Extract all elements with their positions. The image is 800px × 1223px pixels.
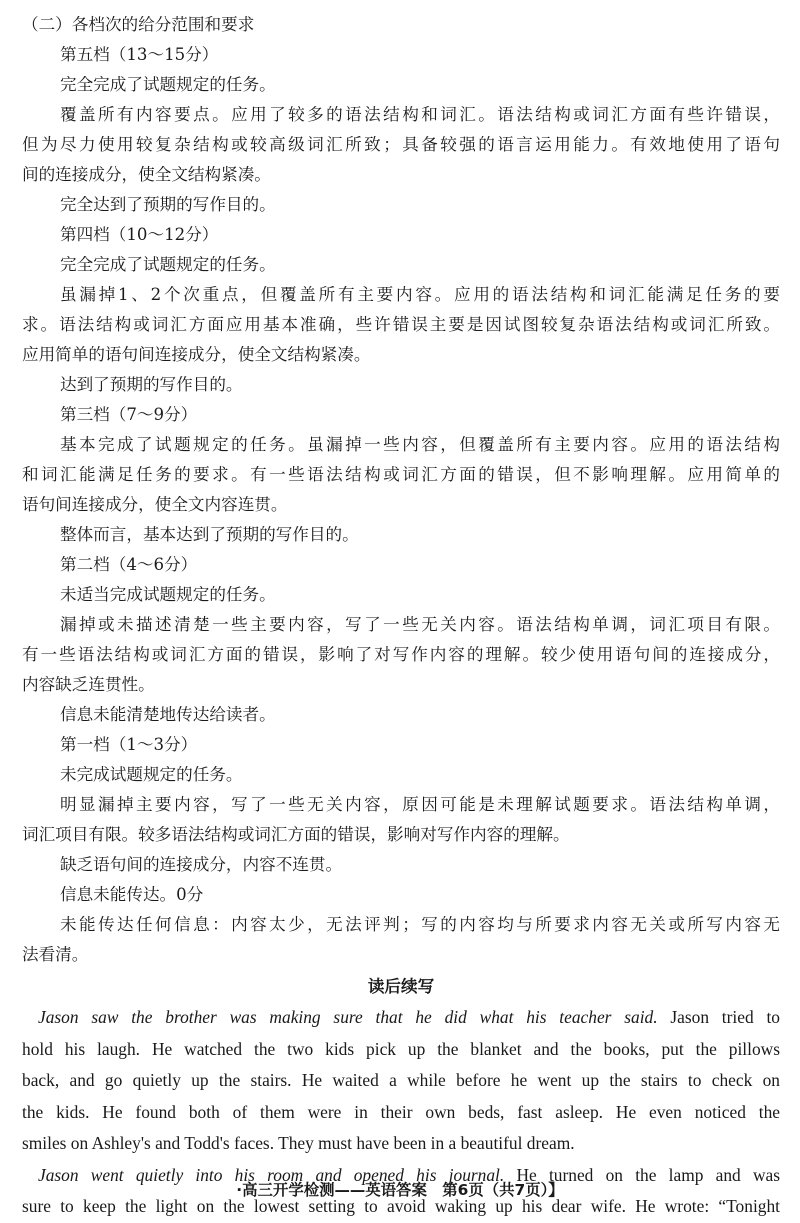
essay-p1-line-5: smiles on Ashley's and Todd's faces. They must have been in a beautiful dream. bbox=[22, 1133, 575, 1153]
page-footer: ·高三开学检测——英语答案 第6页（共7页）】 bbox=[236, 1181, 564, 1199]
essay-p1-rest: Jason tried to bbox=[657, 1007, 780, 1027]
level-2-line-4: 内容缺乏连贯性。 bbox=[22, 675, 155, 694]
essay-p2-line-2: sure to keep the light on the lowest setting to avoid waking up his dear wife. He wrote: “Tonight bbox=[22, 1196, 780, 1216]
essay-title: 读后续写 bbox=[367, 977, 435, 996]
level-4-title: 第四档（10～12分） bbox=[60, 225, 219, 244]
level-5-line-5: 完全达到了预期的写作目的。 bbox=[60, 195, 276, 214]
level-3-line-4: 整体而言，基本达到了预期的写作目的。 bbox=[60, 525, 359, 544]
level-5-line-1: 完全完成了试题规定的任务。 bbox=[60, 75, 276, 94]
level-4-line-3: 求。语法结构或词汇方面应用基本准确，些许错误主要是因试图较复杂语法结构或词汇所致。 bbox=[22, 315, 780, 334]
answer-page bbox=[22, 10, 780, 1223]
level-4-line-1: 完全完成了试题规定的任务。 bbox=[60, 255, 276, 274]
level-1-line-5: 信息未能传达。0分 bbox=[60, 885, 204, 904]
essay-p1-line-2: hold his laugh. He watched the two kids pick up the blanket and the books, put the pillows bbox=[22, 1038, 780, 1059]
level-5-line-3: 但为尽力使用较复杂结构或较高级词汇所致；具备较强的语言运用能力。有效地使用了语句 bbox=[22, 135, 780, 154]
essay-p1-line-1 bbox=[22, 1002, 780, 1034]
level-5-title: 第五档（13～15分） bbox=[60, 45, 219, 64]
grading-heading: （二）各档次的给分范围和要求 bbox=[22, 15, 255, 34]
level-3-line-1: 基本完成了试题规定的任务。虽漏掉一些内容，但覆盖所有主要内容。应用的语法结构 bbox=[60, 435, 780, 454]
level-2-title: 第二档（4～6分） bbox=[60, 555, 198, 574]
level-5-line-4: 间的连接成分，使全文结构紧凑。 bbox=[22, 165, 271, 184]
essay-p1-line-3: back, and go quietly up the stairs. He waited a while before he went up the stairs to check on bbox=[22, 1070, 780, 1090]
level-5-line-2: 覆盖所有内容要点。应用了较多的语法结构和词汇。语法结构或词汇方面有些许错误， bbox=[60, 105, 780, 124]
level-2-line-1: 未适当完成试题规定的任务。 bbox=[60, 585, 276, 604]
essay-p1-line-4: the kids. He found both of them were in their own beds, fast asleep. He even noticed the bbox=[22, 1101, 780, 1122]
level-1-line-2: 明显漏掉主要内容，写了一些无关内容，原因可能是未理解试题要求。语法结构单调， bbox=[60, 795, 780, 814]
level-4-line-2: 虽漏掉1、2个次重点，但覆盖所有主要内容。应用的语法结构和词汇能满足任务的要 bbox=[60, 285, 780, 304]
level-3-line-2: 和词汇能满足任务的要求。有一些语法结构或词汇方面的错误，但不影响理解。应用简单的 bbox=[22, 465, 780, 484]
level-1-line-7: 法看清。 bbox=[22, 945, 89, 964]
level-2-line-3: 有一些语法结构或词汇方面的错误，影响了对写作内容的理解。较少使用语句间的连接成分， bbox=[22, 645, 780, 664]
level-2-line-5: 信息未能清楚地传达给读者。 bbox=[60, 705, 276, 724]
level-1-line-4: 缺乏语句间的连接成分，内容不连贯。 bbox=[60, 855, 343, 874]
essay-p2-lead: Jason went quietly into his room and opened his journal. bbox=[38, 1164, 505, 1185]
level-1-line-1: 未完成试题规定的任务。 bbox=[60, 765, 243, 784]
level-3-title: 第三档（7～9分） bbox=[60, 405, 198, 424]
level-4-line-5: 达到了预期的写作目的。 bbox=[60, 375, 243, 394]
level-1-title: 第一档（1～3分） bbox=[60, 735, 198, 754]
essay-p1-lead: Jason saw the brother was making sure that he did what his teacher said. bbox=[38, 1007, 658, 1027]
essay-p2-rest: He turned on the lamp and was bbox=[504, 1164, 780, 1185]
level-1-line-3: 词汇项目有限。较多语法结构或词汇方面的错误，影响对写作内容的理解。 bbox=[22, 825, 570, 844]
level-4-line-4: 应用简单的语句间连接成分，使全文结构紧凑。 bbox=[22, 345, 371, 364]
level-1-line-6: 未能传达任何信息：内容太少，无法评判；写的内容均与所要求内容无关或所写内容无 bbox=[60, 915, 780, 934]
level-2-line-2: 漏掉或未描述清楚一些主要内容，写了一些无关内容。语法结构单调，词汇项目有限。 bbox=[60, 615, 780, 634]
level-3-line-3: 语句间连接成分，使全文内容连贯。 bbox=[22, 495, 288, 514]
